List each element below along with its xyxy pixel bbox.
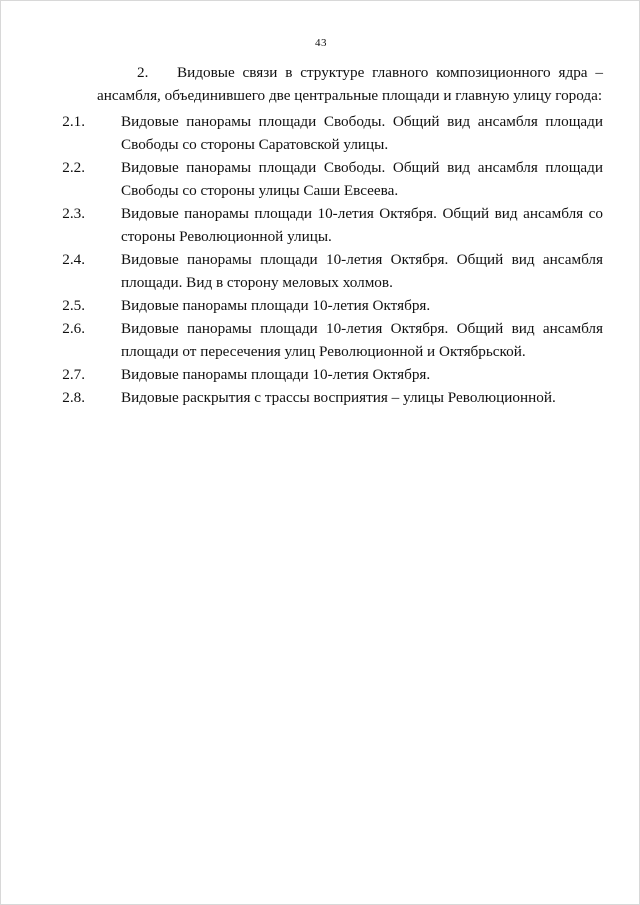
item-number: 2.3. (62, 205, 85, 222)
document-body (62, 61, 603, 409)
list-item (62, 363, 603, 386)
item-text: Видовые панорамы площади 10-летия Октября. (121, 366, 431, 383)
item-number: 2.2. (62, 159, 85, 176)
section-intro (97, 61, 603, 107)
list-item (62, 294, 603, 317)
list-item (62, 202, 603, 248)
section-number: 2. (137, 64, 149, 81)
item-number: 2.8. (62, 389, 85, 406)
item-text: Видовые панорамы площади Свободы. Общий вид ансамбля площади Свободы со стороны улицы Саши Евсеева. (121, 159, 603, 199)
list-item (62, 317, 603, 363)
section-text: Видовые связи в структуре главного композиционного ядра – ансамбля, объединившего две центральные площади и главную улицу города: (97, 64, 603, 104)
list-item (62, 156, 603, 202)
item-number: 2.6. (62, 320, 85, 337)
item-number: 2.1. (62, 113, 85, 130)
item-number: 2.7. (62, 366, 85, 383)
item-text: Видовые панорамы площади Свободы. Общий вид ансамбля площади Свободы со стороны Саратовской улицы. (121, 113, 603, 153)
list-item (62, 248, 603, 294)
item-text: Видовые панорамы площади 10-летия Октября. (121, 297, 431, 314)
item-text: Видовые панорамы площади 10-летия Октября. Общий вид ансамбля площади. Вид в сторону меловых холмов. (121, 251, 603, 291)
list-item (62, 386, 603, 409)
item-list (62, 110, 603, 409)
item-number: 2.4. (62, 251, 85, 268)
list-item (62, 110, 603, 156)
page-number: 43 (315, 37, 327, 49)
item-text: Видовые панорамы площади 10-летия Октября. Общий вид ансамбля со стороны Революционной улицы. (121, 205, 603, 245)
item-text: Видовые панорамы площади 10-летия Октября. Общий вид ансамбля площади от пересечения улиц Революционной и Октябрьской. (121, 320, 603, 360)
item-text: Видовые раскрытия с трассы восприятия – улицы Революционной. (121, 389, 556, 406)
item-number: 2.5. (62, 297, 85, 314)
